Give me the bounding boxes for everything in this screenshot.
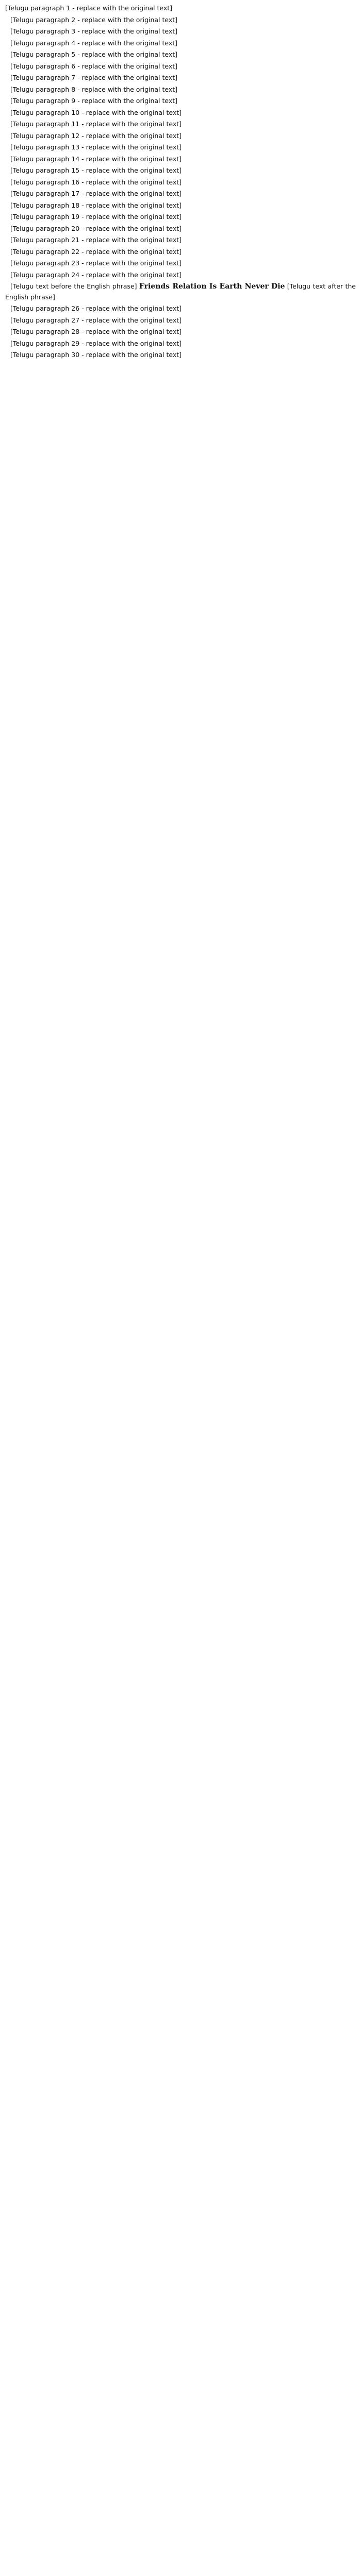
- paragraph-24: [Telugu paragraph 24 - replace with the original text]: [10, 270, 182, 279]
- paragraph-6: [Telugu paragraph 6 - replace with the original text]: [10, 62, 178, 70]
- paragraph-8: [Telugu paragraph 8 - replace with the original text]: [10, 85, 178, 93]
- paragraph-17: [Telugu paragraph 17 - replace with the original text]: [10, 190, 182, 197]
- paragraph-2: [Telugu paragraph 2 - replace with the original text]: [10, 15, 178, 24]
- paragraph-28: [Telugu paragraph 28 - replace with the original text]: [10, 328, 182, 335]
- paragraph-19: [Telugu paragraph 19 - replace with the original text]: [10, 213, 182, 221]
- paragraph-13: [Telugu paragraph 13 - replace with the original text]: [10, 143, 182, 151]
- paragraph-11: [Telugu paragraph 11 - replace with the original text]: [10, 120, 182, 128]
- paragraph-5: [Telugu paragraph 5 - replace with the original text]: [10, 50, 178, 58]
- paragraph-21: [Telugu paragraph 21 - replace with the original text]: [10, 236, 182, 244]
- paragraph-15: [Telugu paragraph 15 - replace with the original text]: [10, 166, 182, 174]
- paragraph-4: [Telugu paragraph 4 - replace with the original text]: [10, 39, 178, 47]
- paragraph-16: [Telugu paragraph 16 - replace with the original text]: [10, 178, 182, 186]
- paragraph-26: [Telugu paragraph 26 - replace with the original text]: [10, 304, 182, 312]
- paragraph-25-before: [Telugu text before the English phrase]: [10, 282, 137, 290]
- paragraph-30: [Telugu paragraph 30 - replace with the original text]: [10, 351, 182, 359]
- english-phrase: Friends Relation Is Earth Never Die: [139, 282, 285, 291]
- paragraph-3: [Telugu paragraph 3 - replace with the original text]: [10, 27, 178, 35]
- paragraph-9: [Telugu paragraph 9 - replace with the original text]: [10, 97, 178, 105]
- paragraph-20: [Telugu paragraph 20 - replace with the original text]: [10, 224, 182, 232]
- paragraph-22: [Telugu paragraph 22 - replace with the original text]: [10, 247, 182, 256]
- paragraph-10: [Telugu paragraph 10 - replace with the original text]: [10, 108, 182, 116]
- document-page: [0, 0, 361, 366]
- paragraph-27: [Telugu paragraph 27 - replace with the original text]: [10, 316, 182, 324]
- paragraph-29: [Telugu paragraph 29 - replace with the original text]: [10, 339, 182, 347]
- paragraph-23: [Telugu paragraph 23 - replace with the original text]: [10, 259, 182, 267]
- paragraph-25: [5, 281, 356, 302]
- paragraph-14: [Telugu paragraph 14 - replace with the original text]: [10, 155, 182, 163]
- paragraph-7: [Telugu paragraph 7 - replace with the original text]: [10, 74, 178, 81]
- paragraph-1: [Telugu paragraph 1 - replace with the original text]: [5, 4, 173, 12]
- paragraph-12: [Telugu paragraph 12 - replace with the original text]: [10, 131, 182, 140]
- paragraph-18: [Telugu paragraph 18 - replace with the original text]: [10, 201, 182, 209]
- paragraph-25-after: [Telugu text after the English phrase]: [5, 282, 356, 301]
